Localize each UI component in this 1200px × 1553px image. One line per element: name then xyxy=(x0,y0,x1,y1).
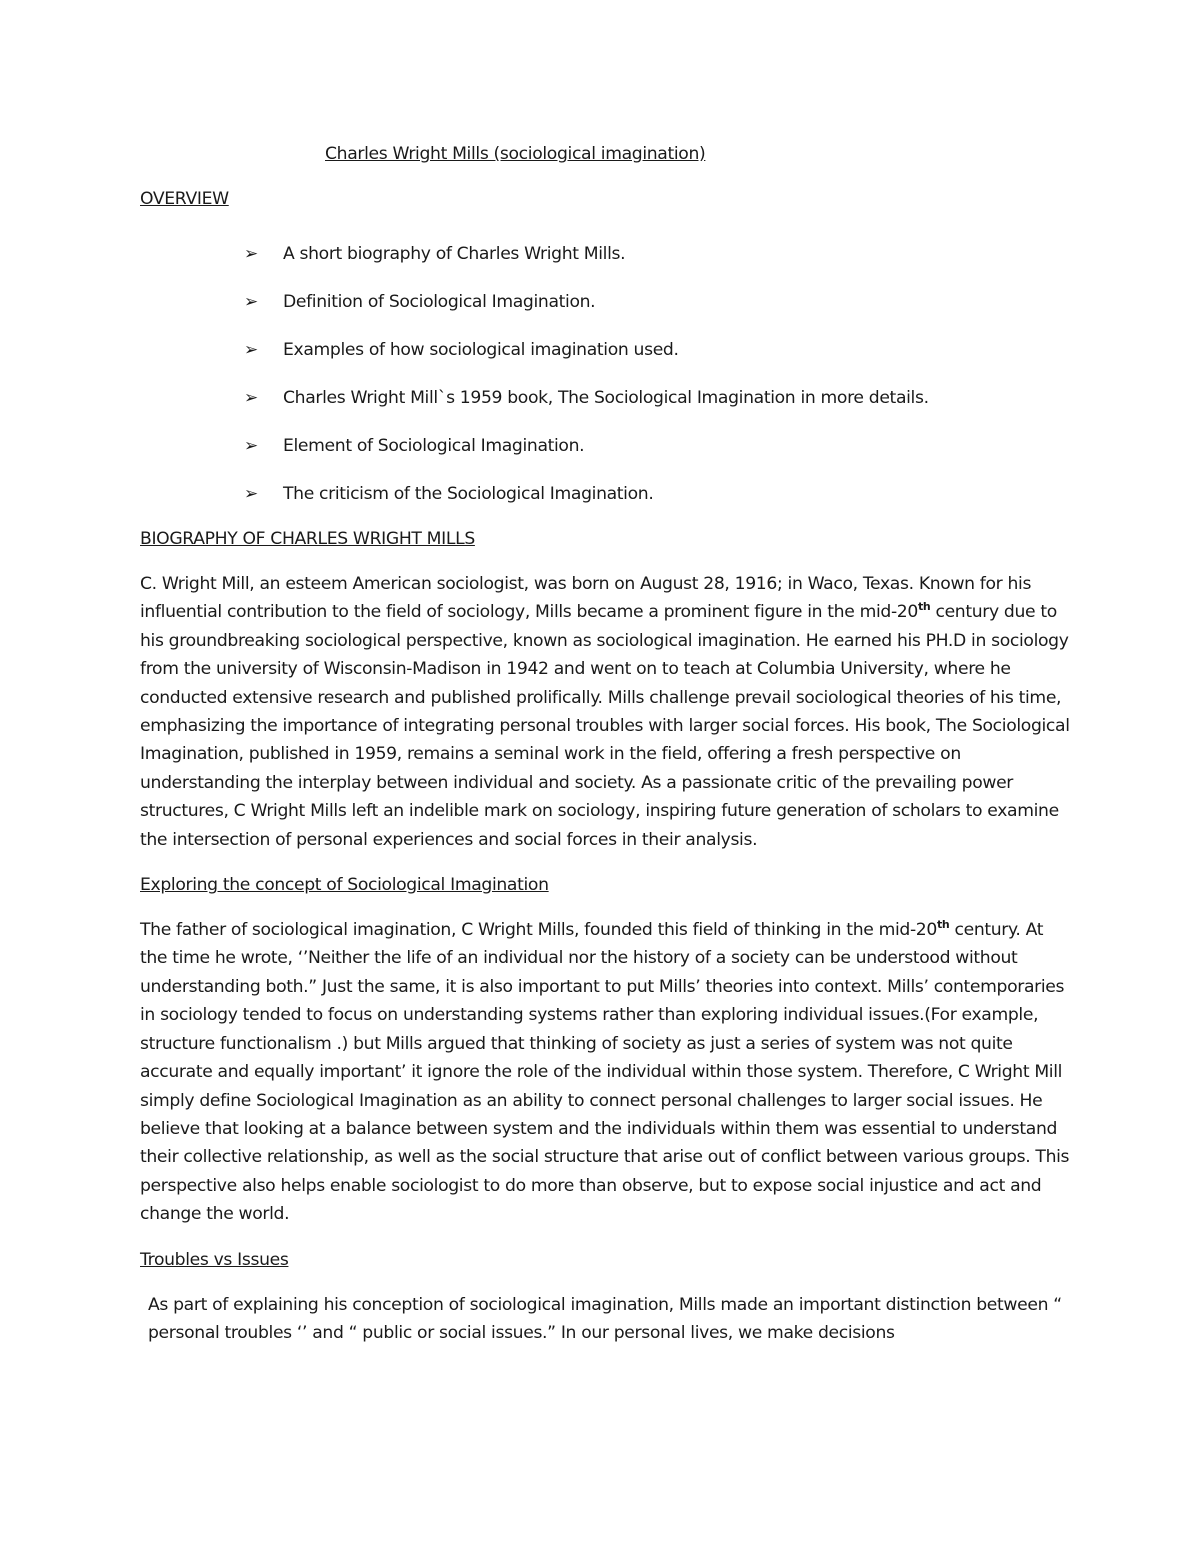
biography-text-part1: C. Wright Mill, an esteem American sociologist, was born on August 28, 1916; in Waco, Texas. Known for his influential contribution to the field of sociology, Mills became a prominent figure in the mid-20 xyxy=(140,574,1032,623)
document-body xyxy=(140,140,1070,1347)
troubles-heading: Troubles vs Issues xyxy=(140,1249,289,1270)
biography-text-part2: century due to his groundbreaking sociological perspective, known as sociological imagination. He earned his PH.D in sociology from the university of Wisconsin-Madison in 1942 and went on to teach at Columbia University, where he conducted extensive research and published prolifically. Mills challenge prevail sociological theories of his time, emphasizing the importance of integrating personal troubles with larger social forces. His book, The Sociological Imagination, published in 1959, remains a seminal work in the field, offering a fresh perspective on understanding the interplay between individual and society. As a passionate critic of the prevailing power structures, C Wright Mills left an indelible mark on sociology, inspiring future generation of scholars to examine the intersection of personal experiences and social forces in their analysis. xyxy=(140,602,1070,850)
overview-list xyxy=(140,240,1070,508)
concept-text-part2: century. At the time he wrote, ‘’Neither the life of an individual nor the history of a society can be understood without understanding both.” Just the same, it is also important to put Mills’ theories into context. Mills’ contemporaries in sociology tended to focus on understanding systems rather than exploring individual issues.(For example, structure functionalism .) but Mills argued that thinking of society as just a series of system was not quite accurate and equally important’ it ignore the role of the individual within those system. Therefore, C Wright Mill simply define Sociological Imagination as an ability to connect personal challenges to larger social issues. He believe that looking at a balance between system and the individuals within them was essential to understand their collective relationship, as well as the social structure that arise out of conflict between various groups. This perspective also helps enable sociologist to do more than observe, but to expose social injustice and act and change the world. xyxy=(140,920,1070,1225)
list-item xyxy=(140,336,1070,364)
list-item-text: Charles Wright Mill`s 1959 book, The Sociological Imagination in more details. xyxy=(283,388,929,408)
list-item-text: Element of Sociological Imagination. xyxy=(283,436,585,456)
arrow-bullet-icon: ➢ xyxy=(244,388,258,408)
concept-superscript: th xyxy=(936,918,950,932)
list-item xyxy=(140,240,1070,268)
overview-heading: OVERVIEW xyxy=(140,189,229,209)
document-title: Charles Wright Mills (sociological imagination) xyxy=(325,144,706,164)
arrow-bullet-icon: ➢ xyxy=(244,484,258,504)
biography-superscript: th xyxy=(917,600,931,614)
list-item-text: Definition of Sociological Imagination. xyxy=(283,292,596,312)
list-item-text: Examples of how sociological imagination used. xyxy=(283,340,679,360)
list-item-text: A short biography of Charles Wright Mills. xyxy=(283,244,626,264)
concept-heading: Exploring the concept of Sociological Imagination xyxy=(140,875,549,896)
arrow-bullet-icon: ➢ xyxy=(244,244,258,264)
biography-heading: BIOGRAPHY OF CHARLES WRIGHT MILLS xyxy=(140,529,475,549)
arrow-bullet-icon: ➢ xyxy=(244,292,258,312)
concept-paragraph xyxy=(140,916,1070,1228)
list-item xyxy=(140,288,1070,316)
list-item xyxy=(140,384,1070,412)
list-item xyxy=(140,432,1070,460)
biography-paragraph xyxy=(140,570,1070,854)
list-item xyxy=(140,480,1070,508)
troubles-paragraph: As part of explaining his conception of sociological imagination, Mills made an important distinction between “ personal troubles ‘’ and “ public or social issues.” In our personal lives, we make decisions xyxy=(148,1294,1062,1343)
arrow-bullet-icon: ➢ xyxy=(244,436,258,456)
concept-text-part1: The father of sociological imagination, C Wright Mills, founded this field of thinking in the mid-20 xyxy=(140,920,937,941)
list-item-text: The criticism of the Sociological Imagination. xyxy=(283,484,654,504)
arrow-bullet-icon: ➢ xyxy=(244,340,258,360)
